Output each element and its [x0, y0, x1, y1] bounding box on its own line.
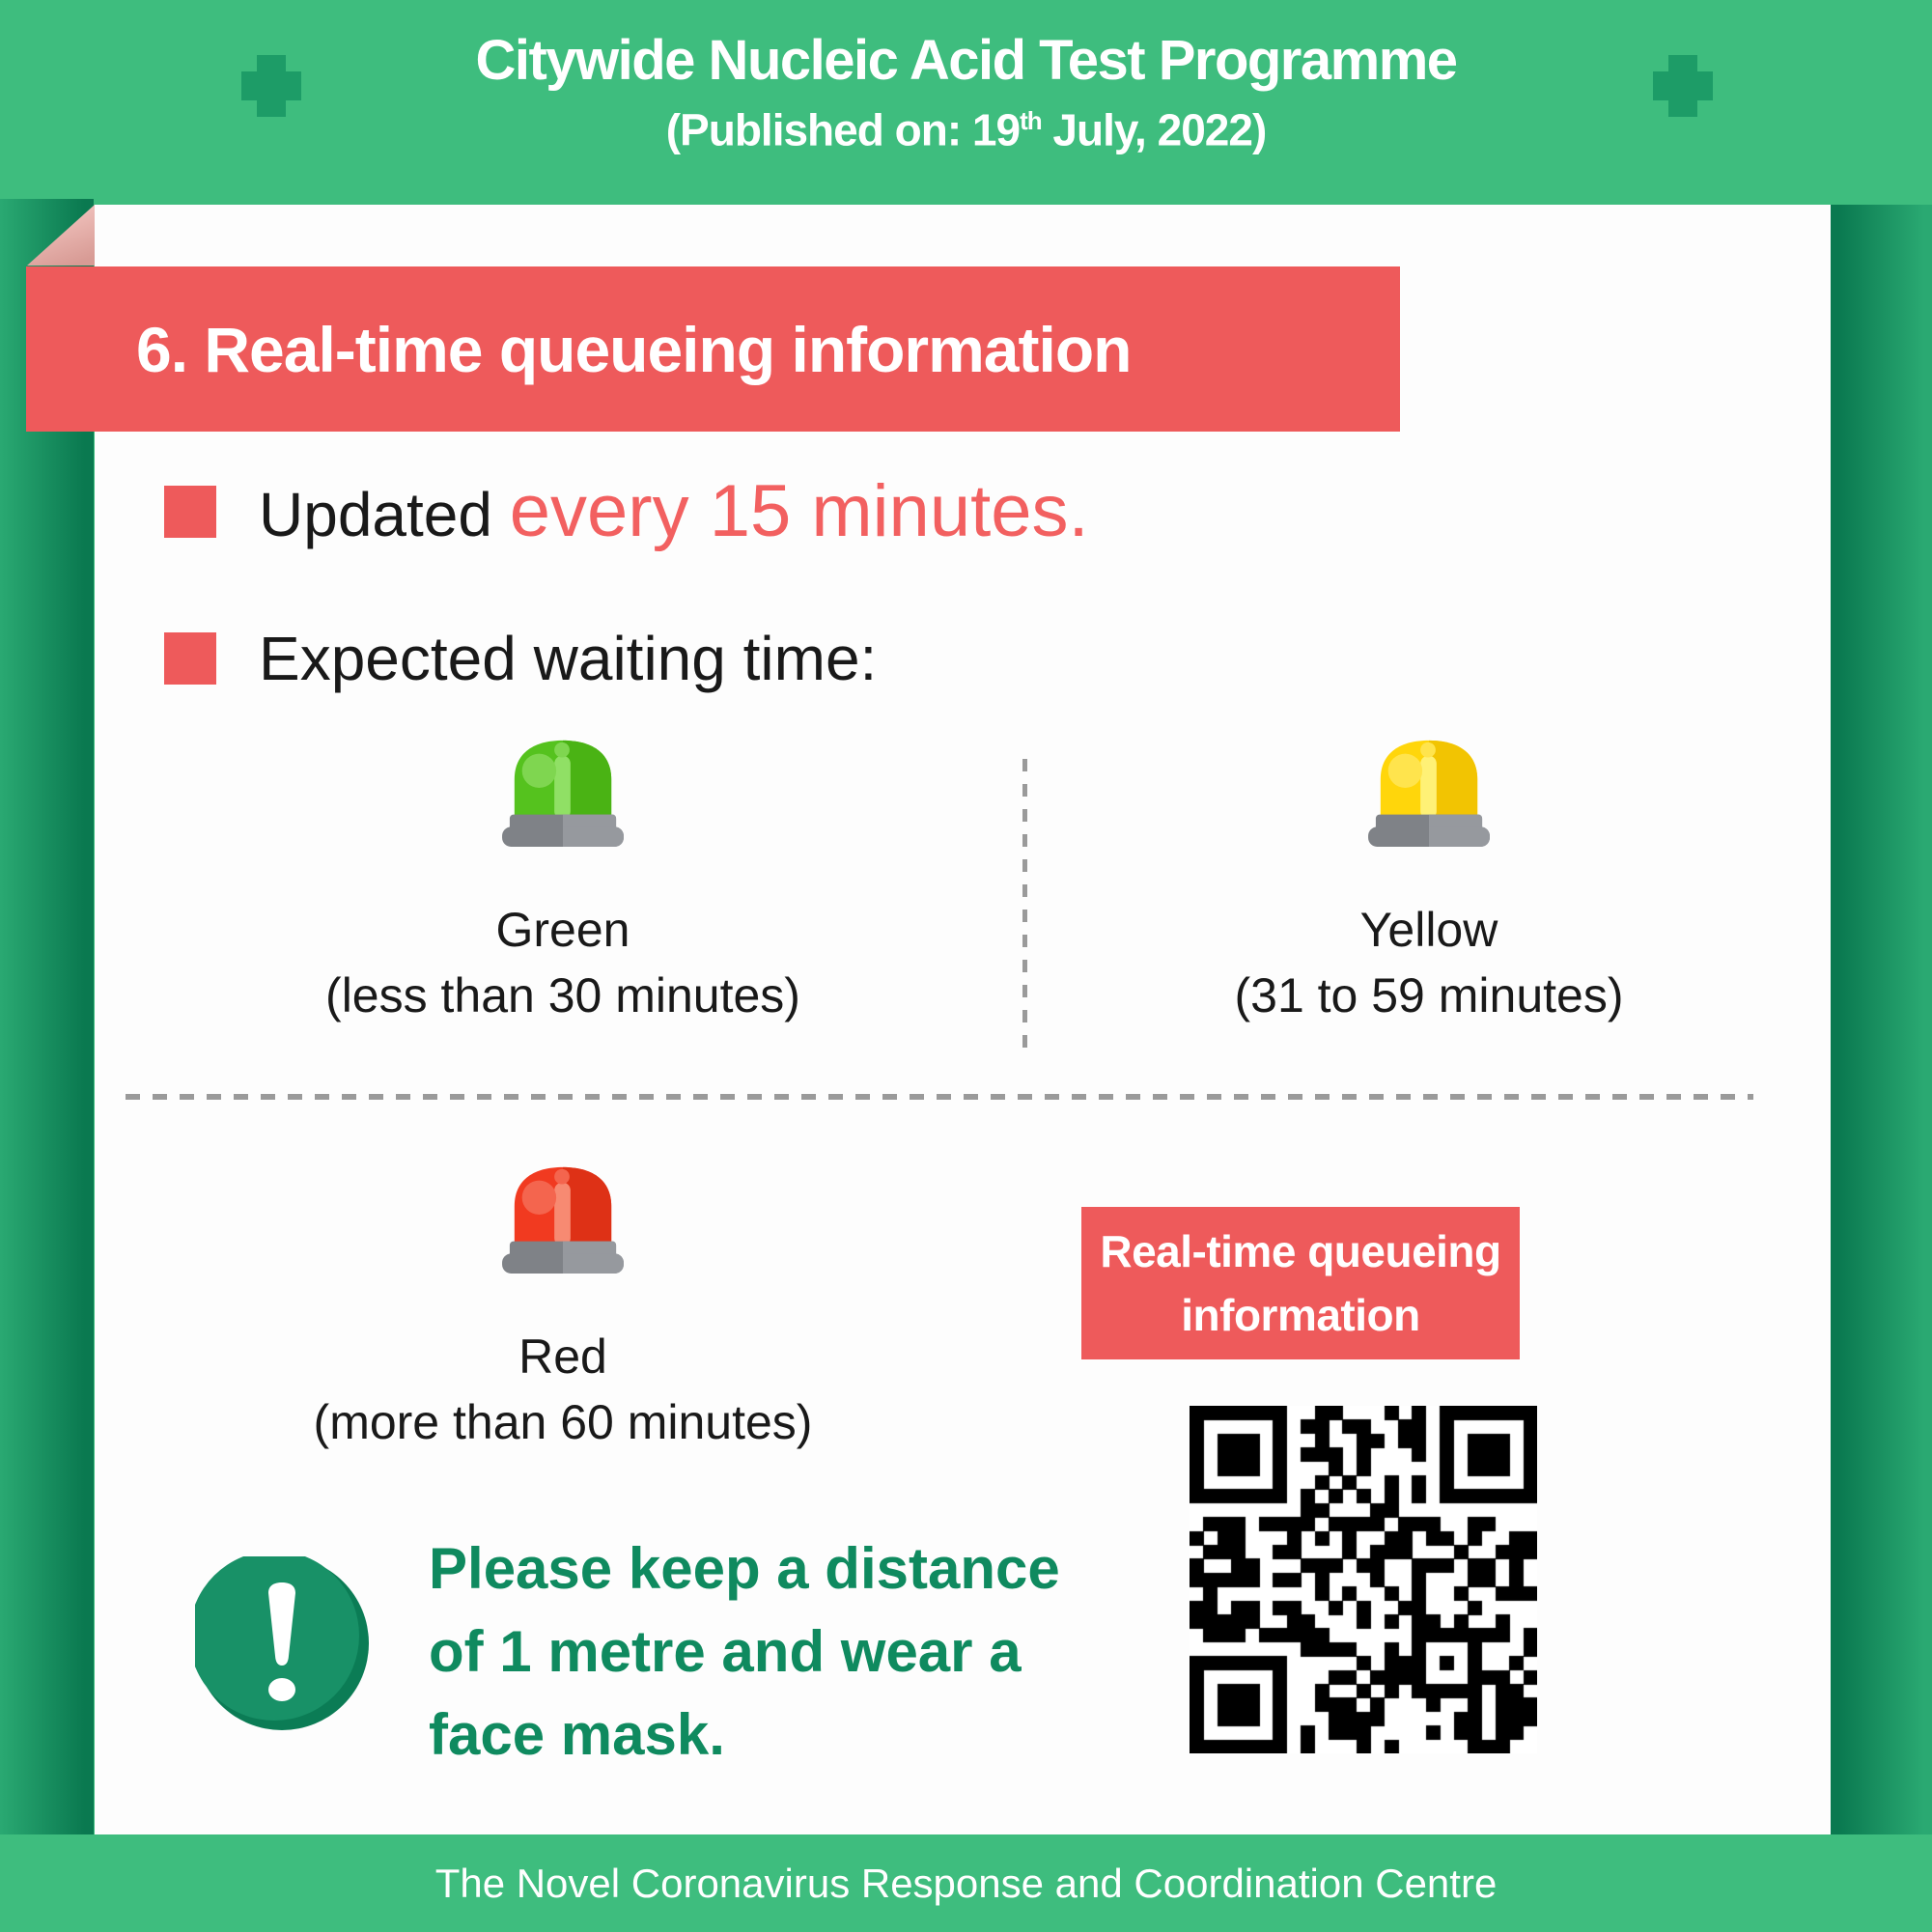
siren-icon-green: [501, 732, 625, 848]
status-green: [104, 732, 1022, 1023]
siren-icon-yellow: [1367, 732, 1491, 848]
bullet-updated: [164, 469, 1089, 553]
advisory-line: face mask.: [429, 1702, 725, 1767]
footer-text: The Novel Coronavirus Response and Coordination Centre: [434, 1860, 1498, 1906]
divider-vertical-dashed: [1022, 759, 1027, 1050]
published-suffix: July, 2022): [1041, 104, 1267, 155]
bullet-updated-text: [259, 469, 1089, 553]
advisory-line: of 1 metre and wear a: [429, 1619, 1022, 1684]
bullet-waiting-time: [164, 623, 877, 694]
qr-banner-line1: Real-time queueing: [1100, 1226, 1501, 1276]
advisory-text: [429, 1527, 1201, 1777]
status-range: (less than 30 minutes): [325, 968, 800, 1022]
page-title: Citywide Nucleic Acid Test Programme: [475, 29, 1457, 92]
section-banner: [26, 266, 1400, 432]
exclamation-alert-icon: [195, 1556, 369, 1730]
footer-bar: [0, 1834, 1932, 1932]
status-yellow: [1025, 732, 1833, 1023]
status-range: (more than 60 minutes): [313, 1395, 813, 1449]
published-ordinal: th: [1020, 106, 1042, 135]
section-title: 6. Real-time queueing information: [136, 313, 1132, 385]
left-edge-strip: [0, 199, 94, 1834]
status-range: (31 to 59 minutes): [1234, 968, 1624, 1022]
bullet-updated-highlight: every 15 minutes.: [509, 470, 1089, 552]
qr-banner: [1081, 1207, 1520, 1359]
siren-icon-red: [501, 1159, 625, 1274]
published-prefix: (Published on: 19: [665, 104, 1021, 155]
status-red: [104, 1159, 1022, 1450]
published-date: [0, 97, 1932, 154]
advisory-line: Please keep a distance: [429, 1536, 1060, 1601]
right-edge-strip: [1831, 205, 1932, 1834]
status-label: Yellow: [1359, 903, 1498, 957]
status-label: Red: [518, 1330, 607, 1384]
qr-code: [1190, 1406, 1537, 1753]
status-label: Green: [495, 903, 630, 957]
bullet-square-icon: [164, 632, 216, 685]
bullet-square-icon: [164, 486, 216, 538]
bullet-updated-prefix: Updated: [259, 480, 510, 549]
divider-horizontal-dashed: [126, 1094, 1753, 1100]
bullet-waiting-text: Expected waiting time:: [259, 624, 878, 693]
qr-banner-line2: information: [1181, 1290, 1420, 1340]
